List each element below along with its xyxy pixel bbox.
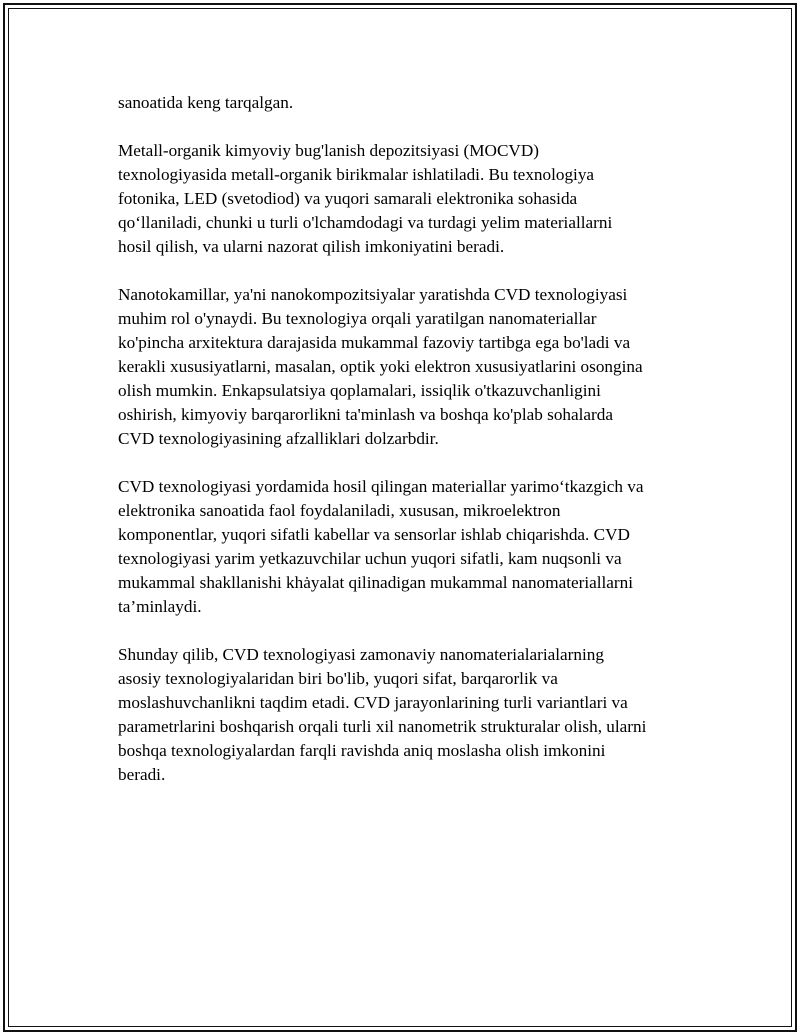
document-body bbox=[118, 91, 698, 811]
paragraph-1: sanoatida keng tarqalgan. bbox=[118, 93, 294, 112]
paragraph-2: Metall-organik kimyoviy bug'lanish depozitsiyasi (MOCVD) texnologiyasida metall-organik birikmalar ishlatiladi. Bu texnologiya fotonika, LED (svetodiod) va yuqori samarali elektronika sohasida qo‘llaniladi, chunki u turli o'lchamdodagi va turdagi yelim materiallarni hosil qilish, va ularni nazorat qilish imkoniyatini beradi. bbox=[118, 141, 613, 256]
paragraph-5: Shunday qilib, CVD texnologiyasi zamonaviy nanomaterialarialarning asosiy texnologiyalaridan biri bo'lib, yuqori sifat, barqarorlik va moslashuvchanlikni taqdim etadi. CVD jarayonlarining turli variantlari va parametrlarini boshqarish orqali turli xil nanometrik strukturalar olish, ularni boshqa texnologiyalardan farqli ravishda aniq moslasha olish imkonini beradi. bbox=[118, 645, 647, 784]
paragraph-4: CVD texnologiyasi yordamida hosil qilingan materiallar yarimo‘tkazgich va elektronika sanoatida faol foydalaniladi, xususan, mikroelektron komponentlar, yuqori sifatli kabellar va sensorlar ishlab chiqarishda. CVD texnologiyasi yarim yetkazuvchilar uchun yuqori sifatli, kam nuqsonli va mukammal shakllanishi khȧyalat qilinadigan mukammal nanomateriallarni ta’minlaydi. bbox=[118, 477, 644, 616]
paragraph-3: Nanotokamillar, ya'ni nanokompozitsiyalar yaratishda CVD texnologiyasi muhim rol o'ynaydi. Bu texnologiya orqali yaratilgan nanomateriallar ko'pincha arxitektura darajasida mukammal fazoviy tartibga ega bo'ladi va kerakli xususiyatlarni, masalan, optik yoki elektron xususiyatlarini osongina olish mumkin. Enkapsulatsiya qoplamalari, issiqlik o'tkazuvchanligini oshirish, kimyoviy barqarorlikni ta'minlash va boshqa ko'plab sohalarda CVD texnologiyasining afzalliklari dolzarbdir. bbox=[118, 285, 643, 448]
